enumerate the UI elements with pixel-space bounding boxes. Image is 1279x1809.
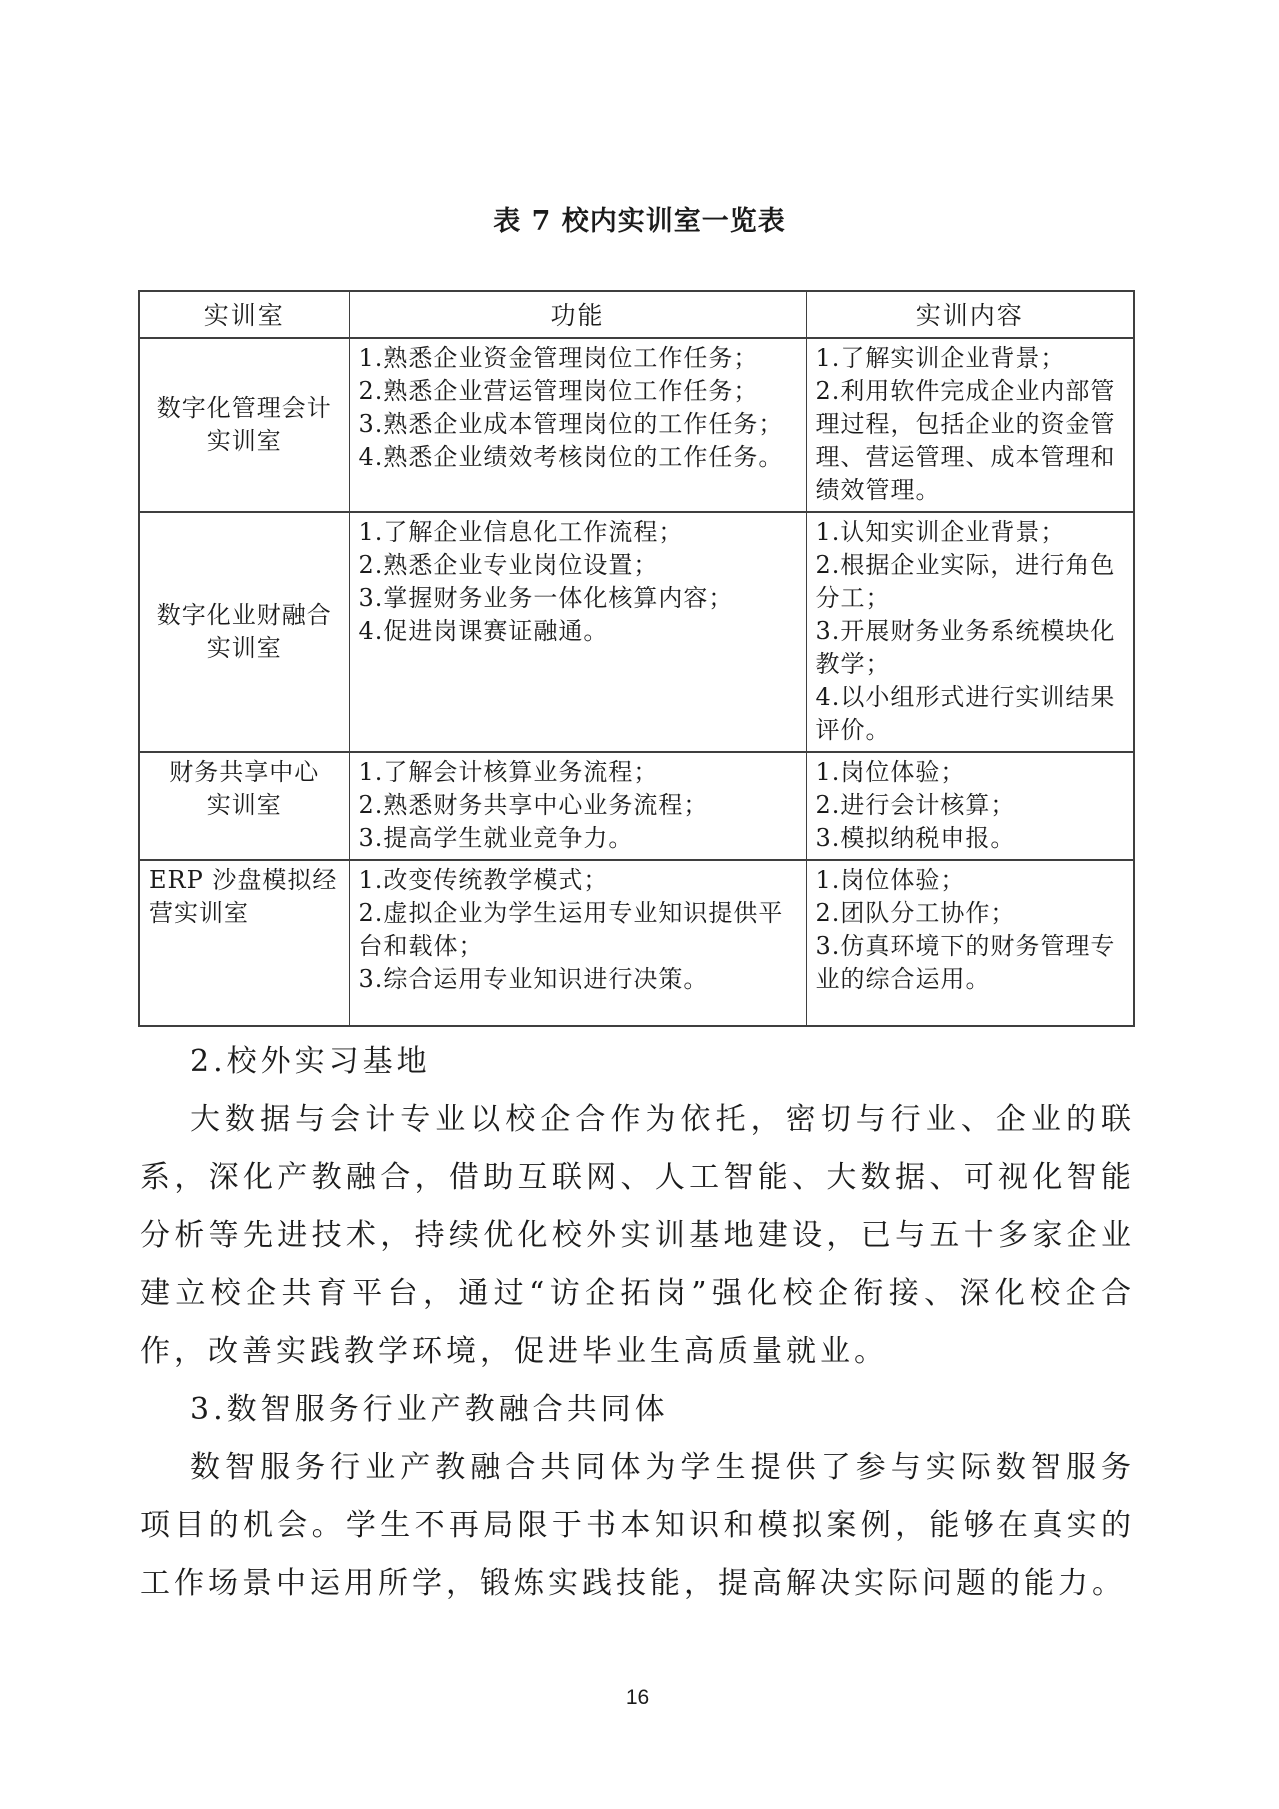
function-item: 2.熟悉财务共享中心业务流程； [358,791,709,819]
room-cell [139,338,349,512]
body-text [140,1033,1135,1613]
contents-cell [806,752,1134,860]
content-item: 1.岗位体验； [815,866,966,894]
function-item: 2.虚拟企业为学生运用专业知识提供平台和载体； [358,899,784,960]
paragraph: 大数据与会计专业以校企合作为依托，密切与行业、企业的联系，深化产教融合，借助互联网、人工智能、大数据、可视化智能分析等先进技术，持续优化校外实训基地建设，已与五十多家企业建立校企共育平台，通过“访企拓岗”强化校企衔接、深化校企合作，改善实践教学环境，促进毕业生高质量就业。 [140,1102,1135,1369]
room-line: 数字化业财融合 [156,600,332,629]
contents-cell [806,338,1134,512]
room-line: 财务共享中心 [169,758,320,786]
content-item: 2.团队分工协作； [815,899,1016,927]
function-item: 1.了解企业信息化工作流程； [358,518,684,546]
section-heading: 3.数智服务行业产教融合共同体 [190,1392,669,1427]
function-item: 4.熟悉企业绩效考核岗位的工作任务。 [358,443,784,471]
content-item: 4.以小组形式进行实训结果评价。 [815,683,1116,744]
content-item: 1.岗位体验； [815,758,966,786]
content-item: 3.开展财务业务系统模块化教学； [815,617,1116,678]
content-item: 2.利用软件完成企业内部管理过程，包括企业的资金管理、营运管理、成本管理和绩效管理。 [815,377,1116,504]
function-item: 1.改变传统教学模式； [358,866,609,894]
function-item: 3.提高学生就业竞争力。 [358,824,634,852]
functions-cell [349,338,806,512]
room-line: 实训室 [206,633,282,662]
table-row [139,512,1134,752]
room-line: ERP 沙盘模拟经 [149,866,338,894]
training-rooms-table [138,290,1135,1027]
function-item: 4.促进岗课赛证融通。 [358,617,609,645]
page-number: 16 [625,1686,650,1709]
table-row [139,860,1134,1026]
function-item: 1.熟悉企业资金管理岗位工作任务； [358,344,759,372]
function-item: 3.掌握财务业务一体化核算内容； [358,584,734,612]
content-item: 2.根据企业实际，进行角色分工； [815,551,1116,612]
function-item: 2.熟悉企业营运管理岗位工作任务； [358,377,759,405]
room-line: 数字化管理会计 [156,393,332,422]
table-title: 表 7 校内实训室一览表 [493,206,786,237]
room-cell [139,512,349,752]
header-content: 实训内容 [806,291,1134,338]
paragraph: 数智服务行业产教融合共同体为学生提供了参与实际数智服务项目的机会。学生不再局限于书本知识和模拟案例，能够在真实的工作场景中运用所学，锻炼实践技能，提高解决实际问题的能力。 [140,1450,1135,1601]
functions-cell [349,860,806,1026]
function-item: 1.了解会计核算业务流程； [358,758,659,786]
content-item: 1.认知实训企业背景； [815,518,1066,546]
room-line: 实训室 [206,791,282,819]
room-cell [139,860,349,1026]
room-cell [139,752,349,860]
content-item: 3.模拟纳税申报。 [815,824,1016,852]
table-header-row [139,291,1134,338]
content-item: 2.进行会计核算； [815,791,1016,819]
function-item: 3.熟悉企业成本管理岗位的工作任务； [358,410,784,438]
content-item: 1.了解实训企业背景； [815,344,1066,372]
functions-cell [349,512,806,752]
header-room: 实训室 [139,291,349,338]
table-row [139,752,1134,860]
contents-cell [806,512,1134,752]
function-item: 2.熟悉企业专业岗位设置； [358,551,659,579]
header-function: 功能 [349,291,806,338]
functions-cell [349,752,806,860]
content-item: 3.仿真环境下的财务管理专业的综合运用。 [815,932,1116,993]
section-heading: 2.校外实习基地 [190,1044,431,1079]
contents-cell [806,860,1134,1026]
room-line: 营实训室 [149,899,249,927]
room-line: 实训室 [206,426,282,455]
function-item: 3.综合运用专业知识进行决策。 [358,965,709,993]
table-row [139,338,1134,512]
